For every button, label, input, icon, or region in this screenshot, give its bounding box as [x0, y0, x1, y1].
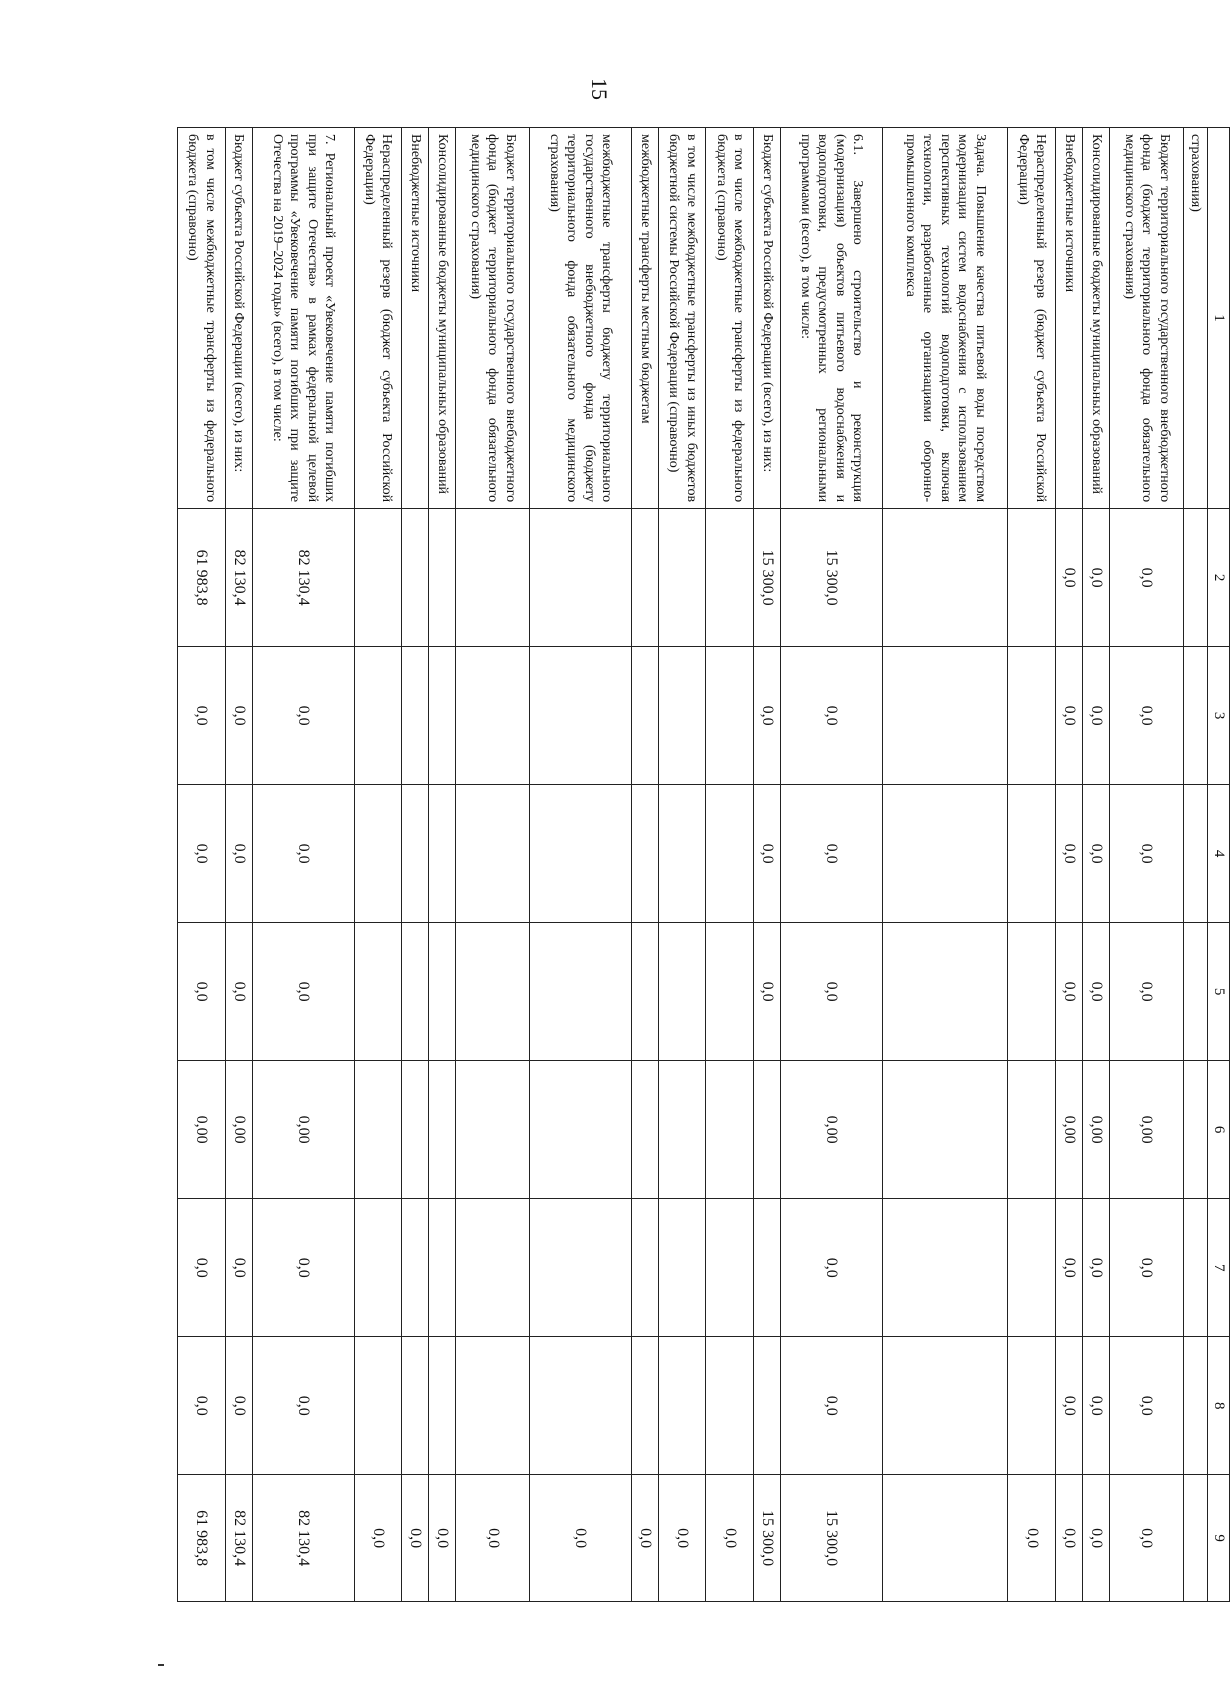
table-cell	[659, 923, 706, 1061]
table-cell	[402, 647, 429, 785]
table-cell	[659, 785, 706, 923]
table-cell	[402, 785, 429, 923]
table-cell	[429, 647, 456, 785]
table-cell	[706, 1337, 753, 1475]
table-cell: 0,00	[225, 1061, 252, 1199]
table-cell	[1008, 1337, 1055, 1475]
table-cell	[882, 1199, 1008, 1337]
table-cell: 0,0	[1110, 923, 1183, 1061]
table-cell	[706, 1199, 753, 1337]
table-cell	[456, 647, 529, 785]
table-cell	[456, 923, 529, 1061]
table-cell	[429, 1337, 456, 1475]
table-row	[402, 128, 429, 1602]
table-cell: 0,0	[178, 1199, 226, 1337]
table-cell	[1183, 1337, 1207, 1475]
table-row	[1110, 128, 1183, 1602]
column-header: 1	[1208, 128, 1230, 509]
table-cell: 0,0	[1083, 785, 1110, 923]
table-row	[1183, 128, 1207, 1602]
table-cell	[882, 1337, 1008, 1475]
table-cell: 0,00	[781, 1061, 883, 1199]
row-label: Бюджет территориального государственного внебюджетного фонда (бюджет территориального фонда обязательного медицинского страхования)	[1110, 128, 1183, 509]
table-cell: 0,0	[1110, 1337, 1183, 1475]
row-label: Бюджет территориального государственного внебюджетного фонда (бюджет территориального фонда обязательного медицинского страхования)	[456, 128, 529, 509]
row-label: Нераспределенный резерв (бюджет субъекта Российской Федерации)	[1008, 128, 1055, 509]
row-label: Бюджет субъекта Российской Федерации (всего), из них:	[753, 128, 780, 509]
table-cell: 0,0	[781, 785, 883, 923]
table-cell: 82 130,4	[225, 509, 252, 647]
table-row	[178, 128, 226, 1602]
row-label: Нераспределенный резерв (бюджет субъекта Российской Федерации)	[354, 128, 401, 509]
row-label: в том числе межбюджетные трансферты из федерального бюджета (справочно)	[706, 128, 753, 509]
table-cell: 0,0	[1083, 1337, 1110, 1475]
table-cell	[354, 647, 401, 785]
table-cell	[429, 1199, 456, 1337]
row-label: Внебюджетные источники	[1055, 128, 1082, 509]
table-cell: 0,0	[429, 1475, 456, 1602]
table-cell: 15 300,0	[753, 1475, 780, 1602]
table-cell	[529, 1337, 631, 1475]
table-cell	[1183, 647, 1207, 785]
table-cell	[529, 647, 631, 785]
table-cell	[402, 509, 429, 647]
table-cell: 0,0	[781, 647, 883, 785]
table-cell: 0,0	[402, 1475, 429, 1602]
table-cell: 0,00	[1110, 1061, 1183, 1199]
table-cell	[354, 1199, 401, 1337]
table-row	[225, 128, 252, 1602]
table-cell	[882, 1061, 1008, 1199]
table-cell: 0,0	[1055, 1337, 1082, 1475]
row-label: межбюджетные трансферты бюджету территориального государственного внебюджетного фонда (бюджету территориального фонда обязательного медицинского страхования)	[529, 128, 631, 509]
table-cell	[1008, 1061, 1055, 1199]
table-cell	[456, 1337, 529, 1475]
table-cell: 0,0	[1008, 1475, 1055, 1602]
table-cell: 0,00	[1083, 1061, 1110, 1199]
stray-mark	[158, 1664, 164, 1666]
rotated-page	[177, 127, 1230, 1602]
table-cell: 0,0	[1055, 785, 1082, 923]
table-cell: 0,0	[178, 1337, 226, 1475]
table-cell: 0,0	[753, 785, 780, 923]
table-cell: 0,0	[252, 785, 354, 923]
table-row	[781, 128, 883, 1602]
table-cell	[882, 785, 1008, 923]
table-cell	[529, 785, 631, 923]
table-cell	[354, 923, 401, 1061]
table-cell	[753, 1337, 780, 1475]
table-cell	[631, 923, 658, 1061]
table-row	[631, 128, 658, 1602]
column-header: 7	[1208, 1199, 1230, 1337]
table-cell: 0,0	[1083, 923, 1110, 1061]
table-cell: 0,00	[1055, 1061, 1082, 1199]
table-cell: 15 300,0	[781, 509, 883, 647]
table-cell: 0,0	[252, 1199, 354, 1337]
rotated-content	[177, 127, 1230, 1602]
table-cell: 0,0	[753, 923, 780, 1061]
table-cell: 0,0	[225, 1199, 252, 1337]
row-label: Консолидированные бюджеты муниципальных образований	[429, 128, 456, 509]
table-cell	[456, 1199, 529, 1337]
table-cell	[529, 1199, 631, 1337]
row-label: в том числе межбюджетные трансферты из иных бюджетов бюджетной системы Российской Федерации (справочно)	[659, 128, 706, 509]
table-cell	[659, 1061, 706, 1199]
table-cell	[659, 1199, 706, 1337]
table-cell: 0,0	[659, 1475, 706, 1602]
page-number: 15	[587, 78, 612, 100]
table-cell: 0,0	[1055, 1199, 1082, 1337]
table-cell: 0,0	[781, 1337, 883, 1475]
table-cell	[1183, 785, 1207, 923]
table-cell	[429, 785, 456, 923]
column-header: 3	[1208, 647, 1230, 785]
table-cell: 0,0	[225, 785, 252, 923]
table-cell	[706, 1061, 753, 1199]
table-cell	[529, 509, 631, 647]
table-cell: 82 130,4	[225, 1475, 252, 1602]
table-cell	[456, 785, 529, 923]
table-cell: 0,0	[225, 923, 252, 1061]
table-cell	[354, 509, 401, 647]
table-cell: 0,0	[631, 1475, 658, 1602]
table-row	[529, 128, 631, 1602]
table-cell: 0,0	[1110, 785, 1183, 923]
table-cell	[753, 1061, 780, 1199]
table-cell	[429, 1061, 456, 1199]
table-cell	[429, 923, 456, 1061]
table-cell: 0,0	[781, 923, 883, 1061]
table-cell	[753, 1199, 780, 1337]
table-cell	[631, 1199, 658, 1337]
table-row	[706, 128, 753, 1602]
table-cell: 0,0	[706, 1475, 753, 1602]
table-cell: 61 983,8	[178, 509, 226, 647]
table-cell	[456, 509, 529, 647]
table-cell: 0,0	[1055, 509, 1082, 647]
row-label: в том числе межбюджетные трансферты из федерального бюджета (справочно)	[178, 128, 226, 509]
table-cell: 0,0	[1083, 1475, 1110, 1602]
table-row	[1008, 128, 1055, 1602]
table-cell: 0,0	[456, 1475, 529, 1602]
table-cell	[706, 785, 753, 923]
table-cell: 0,0	[178, 647, 226, 785]
table-cell: 0,00	[178, 1061, 226, 1199]
table-cell	[631, 785, 658, 923]
row-label: Бюджет субъекта Российской Федерации (всего), из них:	[225, 128, 252, 509]
table-cell: 82 130,4	[252, 1475, 354, 1602]
table-cell	[354, 785, 401, 923]
table-cell: 0,0	[1055, 1475, 1082, 1602]
budget-table	[177, 127, 1230, 1602]
table-cell	[1183, 923, 1207, 1061]
table-cell	[1183, 1061, 1207, 1199]
column-header: 8	[1208, 1337, 1230, 1475]
table-cell	[631, 1061, 658, 1199]
row-label: Внебюджетные источники	[402, 128, 429, 509]
row-label: Консолидированные бюджеты муниципальных образований	[1083, 128, 1110, 509]
table-cell: 0,0	[225, 647, 252, 785]
table-cell: 15 300,0	[781, 1475, 883, 1602]
table-cell	[529, 1061, 631, 1199]
table-cell	[402, 923, 429, 1061]
row-label: страхования)	[1183, 128, 1207, 509]
table-cell	[354, 1061, 401, 1199]
table-cell: 0,0	[178, 785, 226, 923]
table-cell: 0,0	[178, 923, 226, 1061]
header-row	[1208, 128, 1230, 1602]
table-cell: 0,0	[781, 1199, 883, 1337]
table-cell	[631, 1337, 658, 1475]
table-cell: 15 300,0	[753, 509, 780, 647]
table-cell	[529, 923, 631, 1061]
table-cell: 0,0	[1110, 647, 1183, 785]
table-row	[753, 128, 780, 1602]
table-cell	[882, 509, 1008, 647]
table-cell: 0,0	[252, 647, 354, 785]
table-cell	[1183, 1199, 1207, 1337]
table-cell	[882, 647, 1008, 785]
table-cell: 0,0	[354, 1475, 401, 1602]
column-header: 4	[1208, 785, 1230, 923]
table-cell	[659, 509, 706, 647]
table-cell	[1008, 923, 1055, 1061]
table-cell: 0,0	[529, 1475, 631, 1602]
column-header: 2	[1208, 509, 1230, 647]
table-row	[429, 128, 456, 1602]
table-cell	[402, 1337, 429, 1475]
table-cell	[1008, 509, 1055, 647]
row-label: Задача. Повышение качества питьевой воды посредством модернизации систем водоснабжения с использованием перспективных технологий водоподготовки, включая технологии, разработанные организациями оборонно-промышленного комплекса	[882, 128, 1008, 509]
table-cell: 82 130,4	[252, 509, 354, 647]
table-cell	[882, 1475, 1008, 1602]
table-cell	[1183, 1475, 1207, 1602]
table-cell	[1008, 647, 1055, 785]
column-header: 5	[1208, 923, 1230, 1061]
row-label: межбюджетные трансферты местным бюджетам	[631, 128, 658, 509]
table-cell	[429, 509, 456, 647]
table-row	[659, 128, 706, 1602]
table-cell: 0,0	[1083, 647, 1110, 785]
table-cell	[1008, 1199, 1055, 1337]
row-label: 6.1. Завершено строительство и реконструкция (модернизация) объектов питьевого водоснабжения и водоподготовки, предусмотренных региональными программами (всего), в том числе:	[781, 128, 883, 509]
table-cell	[402, 1199, 429, 1337]
table-cell: 0,0	[1110, 509, 1183, 647]
table-cell	[631, 647, 658, 785]
table-cell	[706, 509, 753, 647]
table-cell	[706, 923, 753, 1061]
table-cell	[1183, 509, 1207, 647]
table-row	[354, 128, 401, 1602]
table-cell	[354, 1337, 401, 1475]
table-cell: 0,0	[753, 647, 780, 785]
table-row	[882, 128, 1008, 1602]
table-cell: 0,0	[1083, 509, 1110, 647]
table-cell: 0,0	[1110, 1199, 1183, 1337]
table-cell: 0,0	[225, 1337, 252, 1475]
table-cell: 0,0	[252, 923, 354, 1061]
table-cell	[882, 923, 1008, 1061]
table-row	[252, 128, 354, 1602]
column-header: 6	[1208, 1061, 1230, 1199]
table-cell: 0,0	[1110, 1475, 1183, 1602]
column-header: 9	[1208, 1475, 1230, 1602]
table-row	[1083, 128, 1110, 1602]
table-cell: 0,0	[1055, 647, 1082, 785]
table-cell: 0,0	[252, 1337, 354, 1475]
table-cell: 0,00	[252, 1061, 354, 1199]
table-cell: 0,0	[1083, 1199, 1110, 1337]
row-label: 7. Региональный проект «Увековечение памяти погибших при защите Отечества» в рамках федеральной целевой программы «Увековечение памяти погибших при защите Отечества на 2019–2024 годы» (всего), в том числе:	[252, 128, 354, 509]
table-cell	[456, 1061, 529, 1199]
table-cell: 0,0	[1055, 923, 1082, 1061]
table-row	[456, 128, 529, 1602]
table-cell	[402, 1061, 429, 1199]
table-cell	[659, 1337, 706, 1475]
table-cell: 61 983,8	[178, 1475, 226, 1602]
table-cell	[1008, 785, 1055, 923]
table-cell	[659, 647, 706, 785]
table-cell	[706, 647, 753, 785]
table-row	[1055, 128, 1082, 1602]
table-cell	[631, 509, 658, 647]
